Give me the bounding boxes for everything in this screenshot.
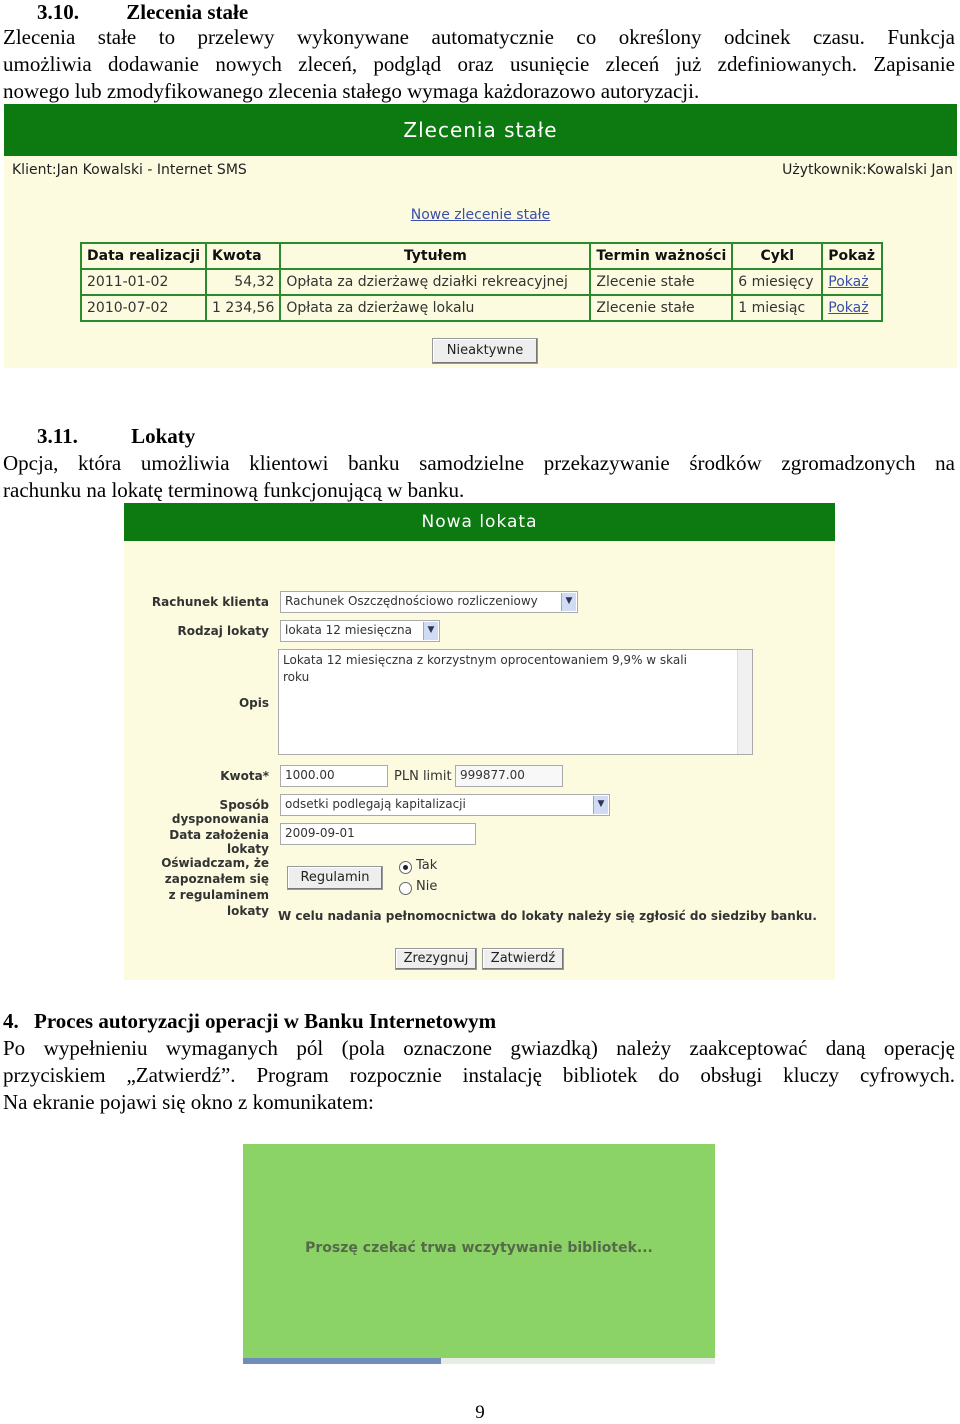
section-number: 3.10. [37, 0, 79, 24]
standing-orders-screenshot [4, 104, 957, 368]
deposit-type-select[interactable] [280, 620, 440, 642]
column-header: Pokaż [823, 244, 881, 268]
limit-field: 999877.00 [455, 765, 563, 787]
description-label: Opis [238, 696, 269, 710]
statement-label [124, 855, 269, 919]
disposition-label: Sposób dysponowania [171, 798, 269, 826]
opening-date-label: Data założenia lokaty [169, 828, 269, 856]
table-cell: 1 234,56 [207, 296, 279, 320]
description-line: Lokata 12 miesięczna z korzystnym oprocentowaniem 9,9% w skali [283, 653, 687, 667]
new-standing-order-link[interactable]: Nowe zlecenie stałe [410, 207, 551, 223]
regulations-button[interactable]: Regulamin [287, 866, 383, 890]
section-3-10-heading [37, 0, 248, 25]
account-label: Rachunek klienta [151, 595, 269, 609]
chevron-down-icon: ▼ [593, 796, 608, 814]
table-cell: 2010-07-02 [82, 296, 205, 320]
table-cell: Zlecenie stałe [591, 270, 731, 294]
progress-bar [243, 1358, 715, 1364]
standing-orders-title-bar [4, 104, 957, 156]
account-select-value: Rachunek Oszczędnościowo rozliczeniowy [285, 594, 538, 608]
table-cell: Opłata za dzierżawę lokalu [281, 296, 589, 320]
section-3-11-heading [37, 424, 195, 449]
show-link[interactable]: Pokaż [823, 270, 881, 294]
opening-date-input[interactable]: 2009-09-01 [280, 823, 476, 845]
window-title: Zlecenia stałe [403, 118, 558, 142]
paragraph-line: Po wypełnieniu wymaganych pól (pola oznaczone gwiazdką) należy zaakceptować daną operację [3, 1036, 955, 1060]
amount-input[interactable]: 1000.00 [280, 765, 388, 787]
textarea-scrollbar[interactable] [737, 650, 752, 754]
section-3-10-text [3, 24, 955, 105]
section-title: Lokaty [131, 424, 196, 448]
statement-line: Oświadczam, że [161, 856, 269, 870]
inactive-button[interactable]: Nieaktywne [432, 338, 538, 364]
description-line: roku [283, 670, 310, 684]
confirm-button[interactable]: Zatwierdź [482, 948, 564, 970]
standing-orders-table [80, 242, 883, 322]
column-header: Data realizacji [82, 244, 205, 268]
show-link[interactable]: Pokaż [823, 296, 881, 320]
progress-fill [243, 1358, 441, 1364]
chevron-down-icon: ▼ [423, 622, 438, 640]
description-textarea[interactable] [278, 649, 753, 755]
paragraph-line: Na ekranie pojawi się okno z komunikatem: [3, 1090, 374, 1114]
account-select[interactable] [280, 591, 578, 613]
paragraph-line: Opcja, która umożliwia klientowi banku samodzielne przekazywanie środków zgromadzonych na [3, 451, 955, 475]
pln-limit-label: PLN limit [394, 769, 452, 784]
paragraph-line: rachunku na lokatę terminową funkcjonującą w banku. [3, 478, 465, 502]
column-header: Tytułem [281, 244, 589, 268]
section-3-11-text [3, 450, 955, 504]
statement-line: zapoznałem się [164, 872, 269, 886]
column-header: Termin ważności [591, 244, 731, 268]
window-title: Nowa lokata [124, 503, 835, 541]
paragraph-line: przyciskiem „Zatwierdź”. Program rozpocznie instalację bibliotek do obsługi kluczy cyfrowych. [3, 1063, 955, 1087]
section-title: Proces autoryzacji operacji w Banku Internetowym [34, 1009, 497, 1033]
user-label: Użytkownik:Kowalski Jan [782, 162, 953, 178]
new-deposit-screenshot [124, 503, 835, 980]
section-number: 3.11. [37, 424, 78, 448]
paragraph-line: nowego lub zmodyfikowanego zlecenia stałego wymaga każdorazowo autoryzacji. [3, 79, 700, 103]
chevron-down-icon: ▼ [561, 593, 576, 611]
paragraph-line: umożliwia dodawanie nowych zleceń, podgląd oraz usunięcie zleceń już zdefiniowanych. Zapisanie [3, 52, 955, 76]
loading-message: Proszę czekać trwa wczytywanie bibliotek... [305, 1240, 653, 1256]
column-header: Cykl [733, 244, 821, 268]
paragraph-line: Zlecenia stałe to przelewy wykonywane automatycznie co określony odcinek czasu. Funkcja [3, 25, 955, 49]
table-cell: Zlecenie stałe [591, 296, 731, 320]
deposit-type-label: Rodzaj lokaty [177, 624, 269, 638]
page-number: 9 [475, 1402, 485, 1423]
section-title: Zlecenia stałe [126, 0, 249, 24]
table-cell: 54,32 [207, 270, 279, 294]
column-header: Kwota [207, 244, 279, 268]
table-cell: 1 miesiąc [733, 296, 821, 320]
statement-line: z regulaminem lokaty [168, 888, 269, 918]
disposition-value: odsetki podlegają kapitalizacji [285, 797, 466, 811]
yes-label: Tak [416, 858, 438, 873]
amount-label: Kwota* [220, 769, 269, 783]
table-row [82, 270, 881, 294]
loading-libraries-screenshot [243, 1144, 715, 1364]
table-cell: 6 miesięcy [733, 270, 821, 294]
table-cell: Opłata za dzierżawę działki rekreacyjnej [281, 270, 589, 294]
table-row [82, 296, 881, 320]
section-4-heading [3, 1009, 496, 1034]
deposit-type-value: lokata 12 miesięczna [285, 623, 412, 637]
power-of-attorney-note: W celu nadania pełnomocnictwa do lokaty należy się zgłosić do siedziby banku. [278, 909, 817, 923]
no-label: Nie [416, 879, 438, 894]
no-radio[interactable] [399, 882, 412, 895]
disposition-select[interactable] [280, 794, 610, 816]
client-label: Klient:Jan Kowalski - Internet SMS [12, 162, 247, 178]
table-cell: 2011-01-02 [82, 270, 205, 294]
yes-radio[interactable] [399, 861, 412, 874]
section-4-text [3, 1035, 955, 1116]
table-header-row [82, 244, 881, 268]
cancel-button[interactable]: Zrezygnuj [395, 948, 477, 970]
section-number: 4. [3, 1009, 19, 1033]
